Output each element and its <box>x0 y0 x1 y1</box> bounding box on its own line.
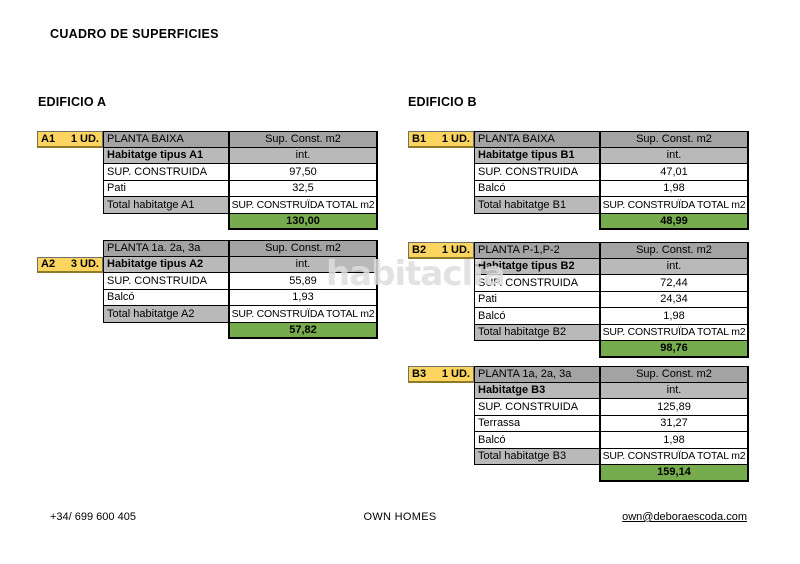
section-heading-edificio-a: EDIFICIO A <box>38 95 107 109</box>
surface-grid <box>474 242 749 358</box>
row-value-cell: int. <box>599 148 749 165</box>
row-label-cell: Terrassa <box>474 416 599 433</box>
unit-code: A2 <box>41 258 56 271</box>
table-row <box>474 383 749 400</box>
row-value-cell: 1,93 <box>228 290 378 307</box>
surface-grid <box>103 240 378 339</box>
table-row <box>103 148 378 165</box>
row-value-cell: 159,14 <box>599 465 749 482</box>
unit-code: B3 <box>412 367 427 380</box>
row-value-cell: 31,27 <box>599 416 749 433</box>
table-row <box>103 197 378 214</box>
row-label-cell: SUP. CONSTRUIDA <box>474 164 599 181</box>
row-value-cell: SUP. CONSTRUÏDA TOTAL m2 <box>228 197 378 214</box>
footer-phone: +34/ 699 600 405 <box>50 511 136 523</box>
row-label-cell <box>103 323 228 340</box>
table-row <box>103 306 378 323</box>
row-value-cell: 130,00 <box>228 214 378 231</box>
surface-grid <box>103 131 378 230</box>
unit-code: A1 <box>41 132 56 145</box>
row-label-cell: Habitatge tipus B2 <box>474 259 599 276</box>
unit-code: B1 <box>412 132 427 145</box>
row-value-cell: SUP. CONSTRUÏDA TOTAL m2 <box>228 306 378 323</box>
row-label-cell: Habitatge tipus A1 <box>103 148 228 165</box>
row-label-cell: PLANTA 1a. 2a, 3a <box>103 240 228 257</box>
table-row <box>103 273 378 290</box>
row-label-cell: SUP. CONSTRUIDA <box>103 273 228 290</box>
table-row <box>474 131 749 148</box>
row-label-cell: Total habitatge B1 <box>474 197 599 214</box>
row-value-cell: 125,89 <box>599 399 749 416</box>
row-label-cell: Habitatge tipus A2 <box>103 257 228 274</box>
row-value-cell: Sup. Const. m2 <box>599 131 749 148</box>
row-value-cell: int. <box>599 383 749 400</box>
page-title: CUADRO DE SUPERFICIES <box>50 27 219 41</box>
table-row <box>103 181 378 198</box>
row-value-cell: Sup. Const. m2 <box>228 240 378 257</box>
section-heading-edificio-b: EDIFICIO B <box>408 95 477 109</box>
row-label-cell: Total habitatge A1 <box>103 197 228 214</box>
unit-count: 1 UD. <box>70 132 99 145</box>
surface-grid <box>474 131 749 230</box>
row-value-cell: int. <box>599 259 749 276</box>
row-value-cell: SUP. CONSTRUÏDA TOTAL m2 <box>599 325 749 342</box>
table-row <box>103 131 378 148</box>
row-value-cell: 1,98 <box>599 181 749 198</box>
row-value-cell: int. <box>228 257 378 274</box>
row-value-cell: Sup. Const. m2 <box>599 242 749 259</box>
row-label-cell: Balcó <box>474 308 599 325</box>
table-row <box>474 465 749 482</box>
unit-label-b2 <box>408 242 474 259</box>
row-value-cell: 97,50 <box>228 164 378 181</box>
table-row <box>474 259 749 276</box>
surface-grid <box>474 366 749 482</box>
row-label-cell: Balcó <box>474 181 599 198</box>
table-row <box>474 275 749 292</box>
table-row <box>103 257 378 274</box>
row-label-cell: PLANTA P-1,P-2 <box>474 242 599 259</box>
row-label-cell: SUP. CONSTRUIDA <box>474 399 599 416</box>
row-label-cell: Pati <box>103 181 228 198</box>
row-label-cell: SUP. CONSTRUIDA <box>103 164 228 181</box>
unit-code: B2 <box>412 243 427 256</box>
row-value-cell: 1,98 <box>599 308 749 325</box>
row-label-cell: SUP. CONSTRUIDA <box>474 275 599 292</box>
row-value-cell: 24,34 <box>599 292 749 309</box>
row-label-cell: Balcó <box>103 290 228 307</box>
table-row <box>474 432 749 449</box>
table-row <box>474 341 749 358</box>
unit-count: 3 UD. <box>70 258 99 271</box>
table-row <box>474 292 749 309</box>
row-label-cell: Total habitatge B3 <box>474 449 599 466</box>
table-row <box>474 325 749 342</box>
row-label-cell <box>474 465 599 482</box>
row-value-cell: int. <box>228 148 378 165</box>
row-label-cell: PLANTA 1a, 2a, 3a <box>474 366 599 383</box>
table-row <box>474 308 749 325</box>
unit-label-b3 <box>408 366 474 383</box>
unit-label-b1 <box>408 131 474 148</box>
table-row <box>474 399 749 416</box>
table-row <box>474 214 749 231</box>
row-value-cell: 32,5 <box>228 181 378 198</box>
row-value-cell: 57,82 <box>228 323 378 340</box>
habitaclia-watermark: habitaclia <box>326 254 505 294</box>
footer-email-link[interactable]: own@deboraescoda.com <box>622 511 747 523</box>
unit-count: 1 UD. <box>441 367 470 380</box>
row-label-cell <box>474 214 599 231</box>
table-row <box>103 240 378 257</box>
row-label-cell: PLANTA BAIXA <box>103 131 228 148</box>
table-row <box>474 197 749 214</box>
table-row <box>103 290 378 307</box>
unit-label-a2 <box>37 257 103 274</box>
row-value-cell: 47,01 <box>599 164 749 181</box>
row-label-cell: Total habitatge A2 <box>103 306 228 323</box>
row-label-cell: Habitatge tipus B1 <box>474 148 599 165</box>
row-label-cell: Habitatge B3 <box>474 383 599 400</box>
table-row <box>474 148 749 165</box>
row-label-cell: Total habitatge B2 <box>474 325 599 342</box>
row-label-cell: PLANTA BAIXA <box>474 131 599 148</box>
table-row <box>474 242 749 259</box>
table-row <box>103 214 378 231</box>
table-row <box>103 164 378 181</box>
unit-count: 1 UD. <box>441 132 470 145</box>
row-label-cell: Balcó <box>474 432 599 449</box>
row-value-cell: 48,99 <box>599 214 749 231</box>
row-value-cell: 72,44 <box>599 275 749 292</box>
row-label-cell <box>103 214 228 231</box>
row-value-cell: SUP. CONSTRUÏDA TOTAL m2 <box>599 197 749 214</box>
row-value-cell: 98,76 <box>599 341 749 358</box>
footer-company: OWN HOMES <box>363 511 437 523</box>
unit-count: 1 UD. <box>441 243 470 256</box>
row-label-cell: Pati <box>474 292 599 309</box>
table-row <box>474 164 749 181</box>
row-value-cell: Sup. Const. m2 <box>599 366 749 383</box>
row-label-cell <box>474 341 599 358</box>
row-value-cell: 55,89 <box>228 273 378 290</box>
table-row <box>474 416 749 433</box>
row-value-cell: SUP. CONSTRUÏDA TOTAL m2 <box>599 449 749 466</box>
table-row <box>103 323 378 340</box>
table-row <box>474 449 749 466</box>
table-row <box>474 366 749 383</box>
row-value-cell: 1,98 <box>599 432 749 449</box>
table-row <box>474 181 749 198</box>
unit-label-a1 <box>37 131 103 148</box>
row-value-cell: Sup. Const. m2 <box>228 131 378 148</box>
